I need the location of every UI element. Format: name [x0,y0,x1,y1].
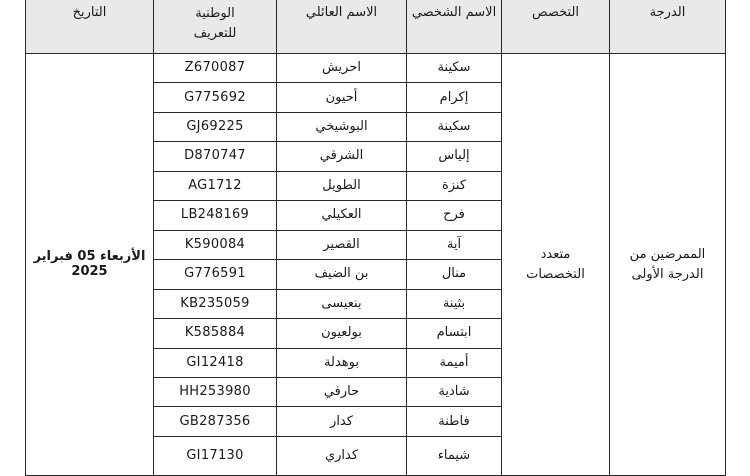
national-id-cell: Z670087 [154,54,277,83]
first-name-cell: شادية [407,377,502,406]
last-name-cell: الطويل [277,171,407,200]
national-id-cell: K585884 [154,319,277,348]
first-name-cell: سكينة [407,112,502,141]
first-name-cell: سكينة [407,54,502,83]
first-name-cell: آية [407,230,502,259]
national-id-cell: G775692 [154,83,277,112]
last-name-cell: كدار [277,407,407,436]
national-id-cell: GI12418 [154,348,277,377]
first-name-cell: منال [407,260,502,289]
first-name-cell: كنزة [407,171,502,200]
header-grade: الدرجة [610,0,726,54]
national-id-cell: K590084 [154,230,277,259]
last-name-cell: حارفي [277,377,407,406]
table-row [26,54,726,83]
last-name-cell: بنعيسى [277,289,407,318]
last-name-cell: كداري [277,436,407,475]
first-name-cell: إلياس [407,142,502,171]
national-id-cell: KB235059 [154,289,277,318]
first-name-cell: فاطنة [407,407,502,436]
first-name-cell: فرح [407,201,502,230]
last-name-cell: احريش [277,54,407,83]
first-name-cell: شيماء [407,436,502,475]
last-name-cell: أحيون [277,83,407,112]
header-row [26,0,726,54]
first-name-cell: بثينة [407,289,502,318]
national-id-cell: HH253980 [154,377,277,406]
candidates-table [25,0,726,476]
grade-cell: الممرضين من الدرجة الأولى [610,54,726,476]
last-name-cell: القصير [277,230,407,259]
header-last-name: الاسم العائلي [277,0,407,54]
last-name-cell: الشرقي [277,142,407,171]
national-id-cell: GI17130 [154,436,277,475]
national-id-cell: D870747 [154,142,277,171]
header-specialty: التخصص [502,0,610,54]
last-name-cell: بن الضيف [277,260,407,289]
date-cell: الأربعاء 05 فبراير 2025 [26,54,154,476]
last-name-cell: العكيلي [277,201,407,230]
national-id-cell: LB248169 [154,201,277,230]
first-name-cell: إكرام [407,83,502,112]
national-id-cell: G776591 [154,260,277,289]
national-id-cell: GB287356 [154,407,277,436]
specialty-cell: متعدد التخصصات [502,54,610,476]
first-name-cell: ابتسام [407,319,502,348]
header-first-name: الاسم الشخصي [407,0,502,54]
last-name-cell: بولعيون [277,319,407,348]
first-name-cell: أميمة [407,348,502,377]
last-name-cell: بوهدلة [277,348,407,377]
header-national-id: الوطنية للتعريف [154,0,277,54]
last-name-cell: البوشيخي [277,112,407,141]
national-id-cell: GJ69225 [154,112,277,141]
national-id-cell: AG1712 [154,171,277,200]
header-date: التاريخ [26,0,154,54]
